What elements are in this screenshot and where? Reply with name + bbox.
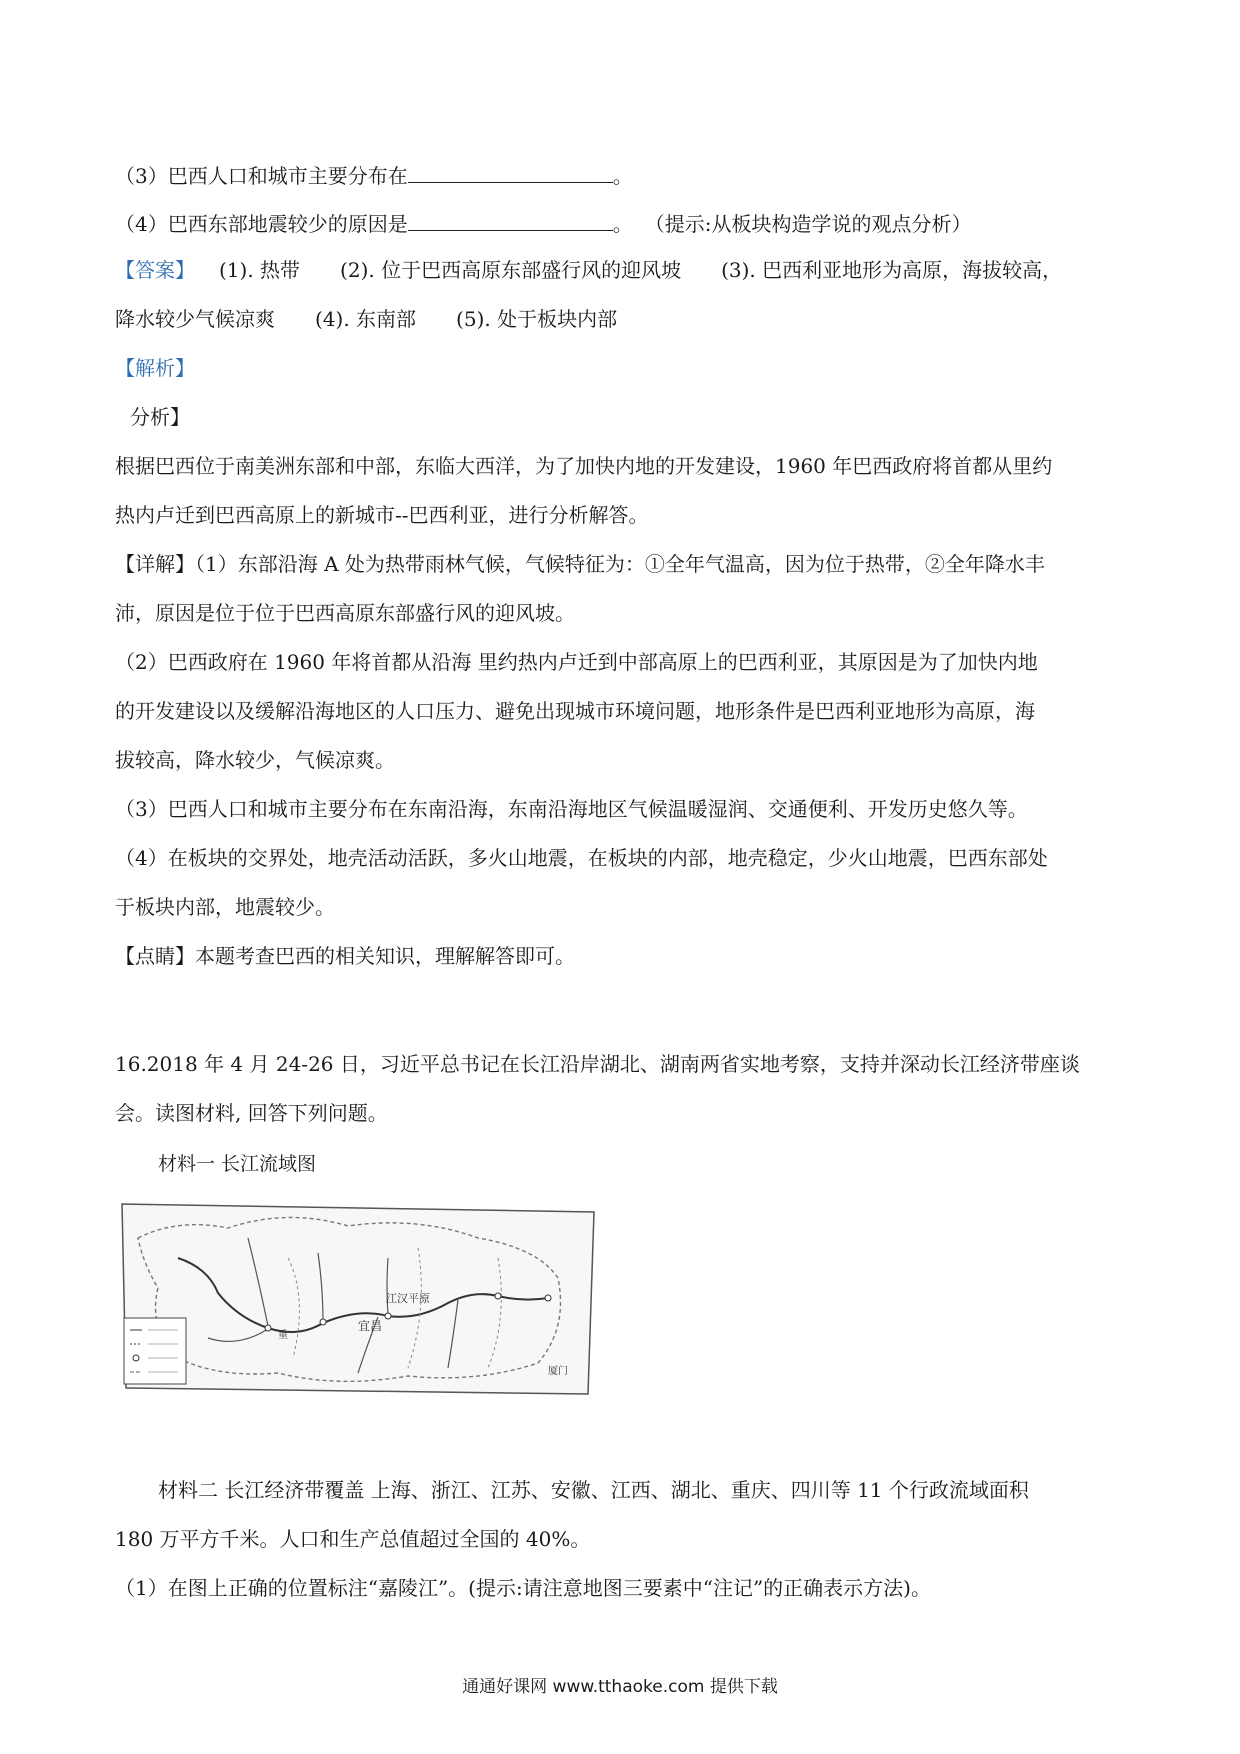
detail-line-4: 的开发建设以及缓解沿海地区的人口压力、避免出现城市环境问题，地形条件是巴西利亚地形为高原，海: [115, 699, 1035, 723]
analysis-label: 【解析】: [115, 356, 195, 380]
answer-line-2: [115, 305, 617, 333]
q16-stem-line-2: 会。读图材料, 回答下列问题。: [115, 1101, 388, 1125]
analysis-para-2: 热内卢迁到巴西高原上的新城市--巴西利亚，进行分析解答。: [115, 503, 649, 527]
footer-source: 通通好课网 www.tthaoke.com 提供下载: [462, 1677, 778, 1697]
answer-3-cont: 降水较少气候凉爽: [115, 307, 275, 331]
analysis-para-1: 根据巴西位于南美洲东部和中部，东临大西洋，为了加快内地的开发建设，1960 年巴西政府将首都从里约: [115, 454, 1053, 478]
map-label-yichang: 宜昌: [358, 1319, 383, 1333]
detail-line-8: 于板块内部，地震较少。: [115, 895, 335, 919]
q15-part4-hint: （提示:从板块构造学说的观点分析）: [644, 212, 972, 236]
detail-line-7: （4）在板块的交界处，地壳活动活跃，多火山地震，在板块的内部，地壳稳定，少火山地震，巴西东部处: [115, 846, 1048, 870]
q15-part3-end: 。: [612, 164, 633, 188]
q15-part3-text: （3）巴西人口和城市主要分布在: [115, 164, 408, 188]
material-1-title: 材料一 长江流域图: [158, 1153, 317, 1175]
answer-1: (1). 热带: [219, 258, 301, 282]
detail-line-5: 拔较高，降水较少，气候凉爽。: [115, 748, 395, 772]
detail-line-6: （3）巴西人口和城市主要分布在东南沿海，东南沿海地区气候温暖湿润、交通便利、开发历史悠久等。: [115, 797, 1028, 821]
answer-line-1: [115, 256, 1062, 284]
q15-part4-end: 。: [612, 212, 633, 236]
q16-part1: （1）在图上正确的位置标注“嘉陵江”。(提示:请注意地图三要素中“注记”的正确表示方法)。: [115, 1576, 931, 1600]
detail-line-3: （2）巴西政府在 1960 年将首都从沿海 里约热内卢迁到中部高原上的巴西利亚，其原因是为了加快内地: [115, 650, 1038, 674]
material-2-line-2: 180 万平方千米。人口和生产总值超过全国的 40%。: [115, 1527, 591, 1551]
detail-line-2: 沛，原因是位于位于巴西高原东部盛行风的迎风坡。: [115, 601, 575, 625]
answer-5: (5). 处于板块内部: [456, 307, 618, 331]
answer-label: 【答案】: [115, 258, 195, 282]
material-2-line-1: 材料二 长江经济带覆盖 上海、浙江、江苏、安徽、江西、湖北、重庆、四川等 11 个行政流域面积: [158, 1478, 1029, 1502]
map-label-plain: 江汉平原: [386, 1292, 430, 1305]
q15-part4: [115, 208, 971, 238]
detail-line-1: 【详解】（1）东部沿海 A 处为热带雨林气候，气候特征为：①全年气温高，因为位于热带，②全年降水丰: [115, 552, 1045, 576]
answer-blank: [408, 208, 613, 231]
answer-4: (4). 东南部: [315, 307, 417, 331]
map-label-chong: 重: [278, 1330, 288, 1341]
answer-blank: [408, 160, 613, 183]
answer-3: (3). 巴西利亚地形为高原，海拔较高，: [721, 258, 1063, 282]
analysis-sub: 分析】: [130, 405, 190, 429]
point-line: 【点睛】本题考查巴西的相关知识，理解解答即可。: [115, 944, 575, 968]
map-label-xiamen: 厦门: [548, 1366, 568, 1377]
q16-stem-line-1: 16.2018 年 4 月 24-26 日，习近平总书记在长江沿岸湖北、湖南两省实地考察，支持并深动长江经济带座谈: [115, 1052, 1080, 1076]
yangtze-basin-map: [118, 1198, 598, 1398]
q15-part3: [115, 160, 633, 190]
answer-2: (2). 位于巴西高原东部盛行风的迎风坡: [340, 258, 682, 282]
q15-part4-text: （4）巴西东部地震较少的原因是: [115, 212, 408, 236]
